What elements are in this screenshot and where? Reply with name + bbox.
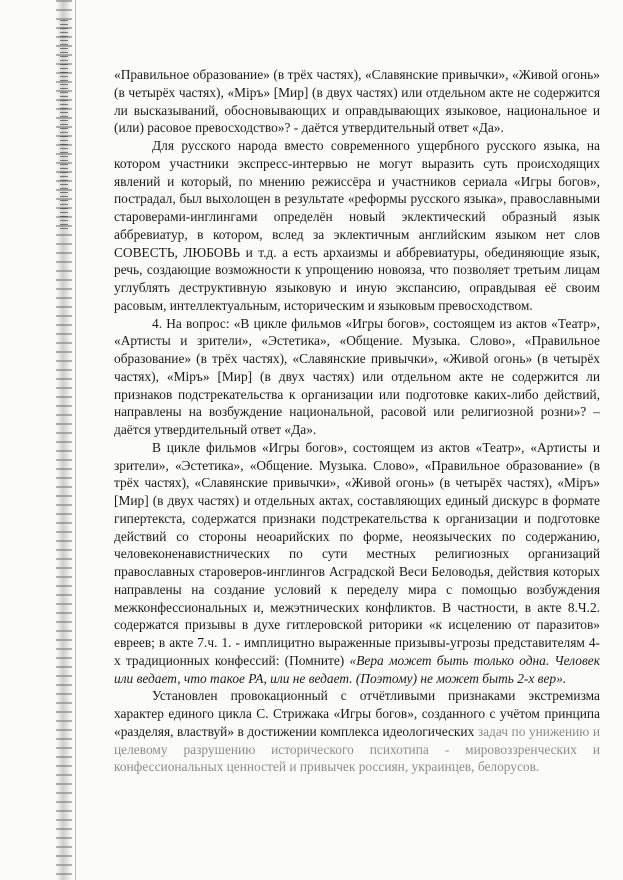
paragraph-5-text: Установлен провокационный с отчётливыми признаками экстремизма характер единого цикла С. Стрижака «Игры богов», созданного с учётом принципа «разделяя, властвуй» в достижении комплекса идеологических: [114, 688, 600, 739]
paragraph-4-quote: «Вера может быть только одна. Человек или ведает, что такое РА, или не ведает. (Поэтому) не может быть 2-х вер».: [114, 652, 600, 686]
paragraph-5-faded-text: задач по унижению и целевому разрушению исторического психотипа - мировоззренческих и конфессиональных ценностей и привычек россиян, украинцев, белорусов.: [114, 723, 600, 775]
paragraph-1: «Правильное образование» (в трёх частях), «Славянские привычки», «Живой огонь» (в четырёх частях), «Міръ» [Мир] (в двух частях) или отдельном акте не содержится ли высказываний, обосновывающих и оправдывающих языковое, национальное и (или) расовое превосходство»? - даётся утвердительный ответ «Да».: [114, 67, 600, 136]
document-body: [114, 66, 600, 776]
paragraph-3: 4. На вопрос: «В цикле фильмов «Игры богов», состоящем из актов «Театр», «Артисты и зрители», «Эстетика», «Общение. Музыка. Слово», «Правильное образование» (в трёх частях), «Славянские привычки», «Живой огонь» (в четырёх частях), «Міръ» [Мир] (в двух частях) или отдельном акте не содержится ли признаков подстрекательства к организации или подготовке каких-либо действий, направлены на возбуждение национальной, расовой или религиозной розни»? – даётся утвердительный ответ «Да».: [114, 315, 600, 437]
paragraph-2: Для русского народа вместо современного ущербного русского языка, на котором участники экспресс-интервью не могут выразить суть происходящих явлений и который, по мнению режиссёра и участников сериала «Игры богов», пострадал, был выхолощен в результате «реформы русского языка», православными староверами-инглингами определён новый эклектический образный язык аббревиатур, в котором, вслед за эклектичным английским языком нет слов СОВЕСТЬ, ЛЮБОВЬ и т.д. а есть архаизмы и аббревиатуры, обединяющие язык, речь, создающие возможности к упрощению новояза, что позволяет третьим лицам углублять деструктивную языковую и иную экспансию, оправдывая её своим расовым, интеллектуальным, историческим и языковым превосходством.: [114, 138, 600, 313]
binding-holes: [60, 20, 68, 230]
paragraph-5: [114, 687, 600, 776]
page-edge-line: [75, 0, 76, 880]
paragraph-4: [114, 439, 600, 688]
paragraph-4-text: В цикле фильмов «Игры богов», состоящем из актов «Театр», «Артисты и зрители», «Эстетика», «Общение. Музыка. Слово», «Правильное образование» (в трёх частях), «Славянские привычки», «Живой огонь» (в четырёх частях), «Міръ» [Мир] (в двух частях) и отдельных актах, составляющих единый дискурс в формате гипертекста, содержатся признаки подстрекательства к организации и подготовке действий со стороны неоарийских по форме, неоязыческих по содержанию, человеконенавистнических по сути местных религиозных организаций православных староверов-инглингов Асградской Веси Беловодья, действия которых направлены на создание условий к переделу мира с помощью возбуждения межконфессиональных и, межэтнических конфликтов. В частности, в акте 8.Ч.2. содержатся призывы в духе гитлеровской риторики «к исцелению от паразитов» евреев; в акте 7.ч. 1. - имплицитно выраженные призывы-угрозы представителям 4-х традиционных конфессий: (Помните): [114, 439, 600, 668]
